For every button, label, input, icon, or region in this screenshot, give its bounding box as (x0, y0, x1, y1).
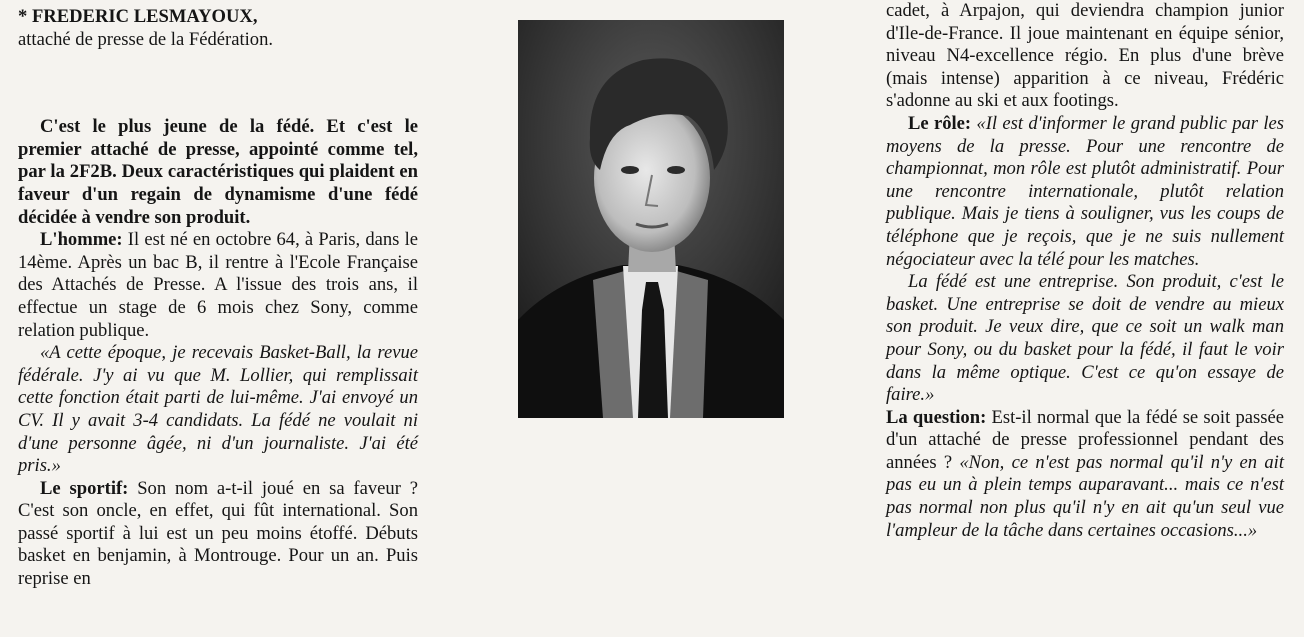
portrait-photo (518, 20, 784, 418)
continuation-paragraph: cadet, à Arpajon, qui deviendra champion junior d'Ile-de-France. Il joue maintenant en équipe sénior, niveau N4-excellence régio. En plus d'une brève (mais intense) apparition à ce niveau, Frédéric s'adonne au ski et aux footings. (886, 0, 1284, 112)
sportif-paragraph (18, 478, 418, 591)
question-label: La question: (886, 406, 987, 428)
homme-label: L'homme: (40, 229, 123, 251)
role-paragraph (886, 113, 1284, 271)
question-text: Est-il normal que la fédé se soit passée d'un attaché de presse professionnel pendant des années ? (886, 406, 1284, 473)
left-column (18, 6, 418, 591)
sportif-label: Le sportif: (40, 477, 129, 499)
right-column (886, 0, 1284, 542)
role-label: Le rôle: (908, 112, 972, 134)
role-quote-continued (886, 271, 1284, 407)
person-role: attaché de presse de la Fédération. (18, 28, 274, 50)
question-paragraph (886, 407, 1284, 543)
question-quote: «Non, ce n'est pas normal qu'il n'y en ait pas eu un à plein temps auparavant... mais ce n'est pas normal non plus qu'il n'y en ait qu'un seul vue l'ampleur de la tâche dans certaines occasions...» (886, 451, 1284, 541)
person-name: * FREDERIC LESMAYOUX, (18, 6, 258, 27)
homme-paragraph (18, 229, 418, 342)
homme-quote-text: «A cette époque, je recevais Basket-Ball, la revue fédérale. J'y ai vu que M. Lollier, qui remplissait cette fonction était parti de lui-même. J'ai envoyé un CV. Il y avait 3-4 candidats. La fédé ne voulait ni d'une personne âgée, ni d'un journaliste. J'ai été pris.» (18, 342, 418, 477)
role-quote: «Il est d'informer le grand public par les moyens de la presse. Pour une rencontre de championnat, mon rôle est plutôt administratif. Pour une rencontre internationale, plutôt relation publique. Mais je tiens à souligner, vus les coups de téléphone que je reçois, que je ne suis nullement négociateur avec la télé pour les matches. (886, 112, 1284, 270)
homme-quote (18, 342, 418, 478)
sportif-text: Son nom a-t-il joué en sa faveur ? C'est son oncle, en effet, qui fût international. Son passé sportif à lui est un peu moins étoffé. Débuts basket en benjamin, à Montrouge. Pour un an. Puis reprise en (18, 477, 419, 590)
lead-paragraph: C'est le plus jeune de la fédé. Et c'est le premier attaché de presse, appointé comme tel, par la 2F2B. Deux caractéristiques qui plaident en faveur d'un regain de dynamisme d'une fédé décidée à vendre son produit. (18, 116, 418, 228)
homme-text: Il est né en octobre 64, à Paris, dans le 14ème. Après un bac B, il rentre à l'Ecole Française des Attachés de Presse. A l'issue des trois ans, il effectue un stage de 6 mois chez Sony, comme relation publique. (18, 229, 418, 341)
role-quote2: La fédé est une entreprise. Son produit, c'est le basket. Une entreprise se doit de vendre au mieux son produit. Je veux dire, que ce soit un walk man pour Sony, ou du basket pour la fédé, il faut le voir dans la même optique. C'est ce qu'on essaye de faire.» (886, 271, 1284, 406)
